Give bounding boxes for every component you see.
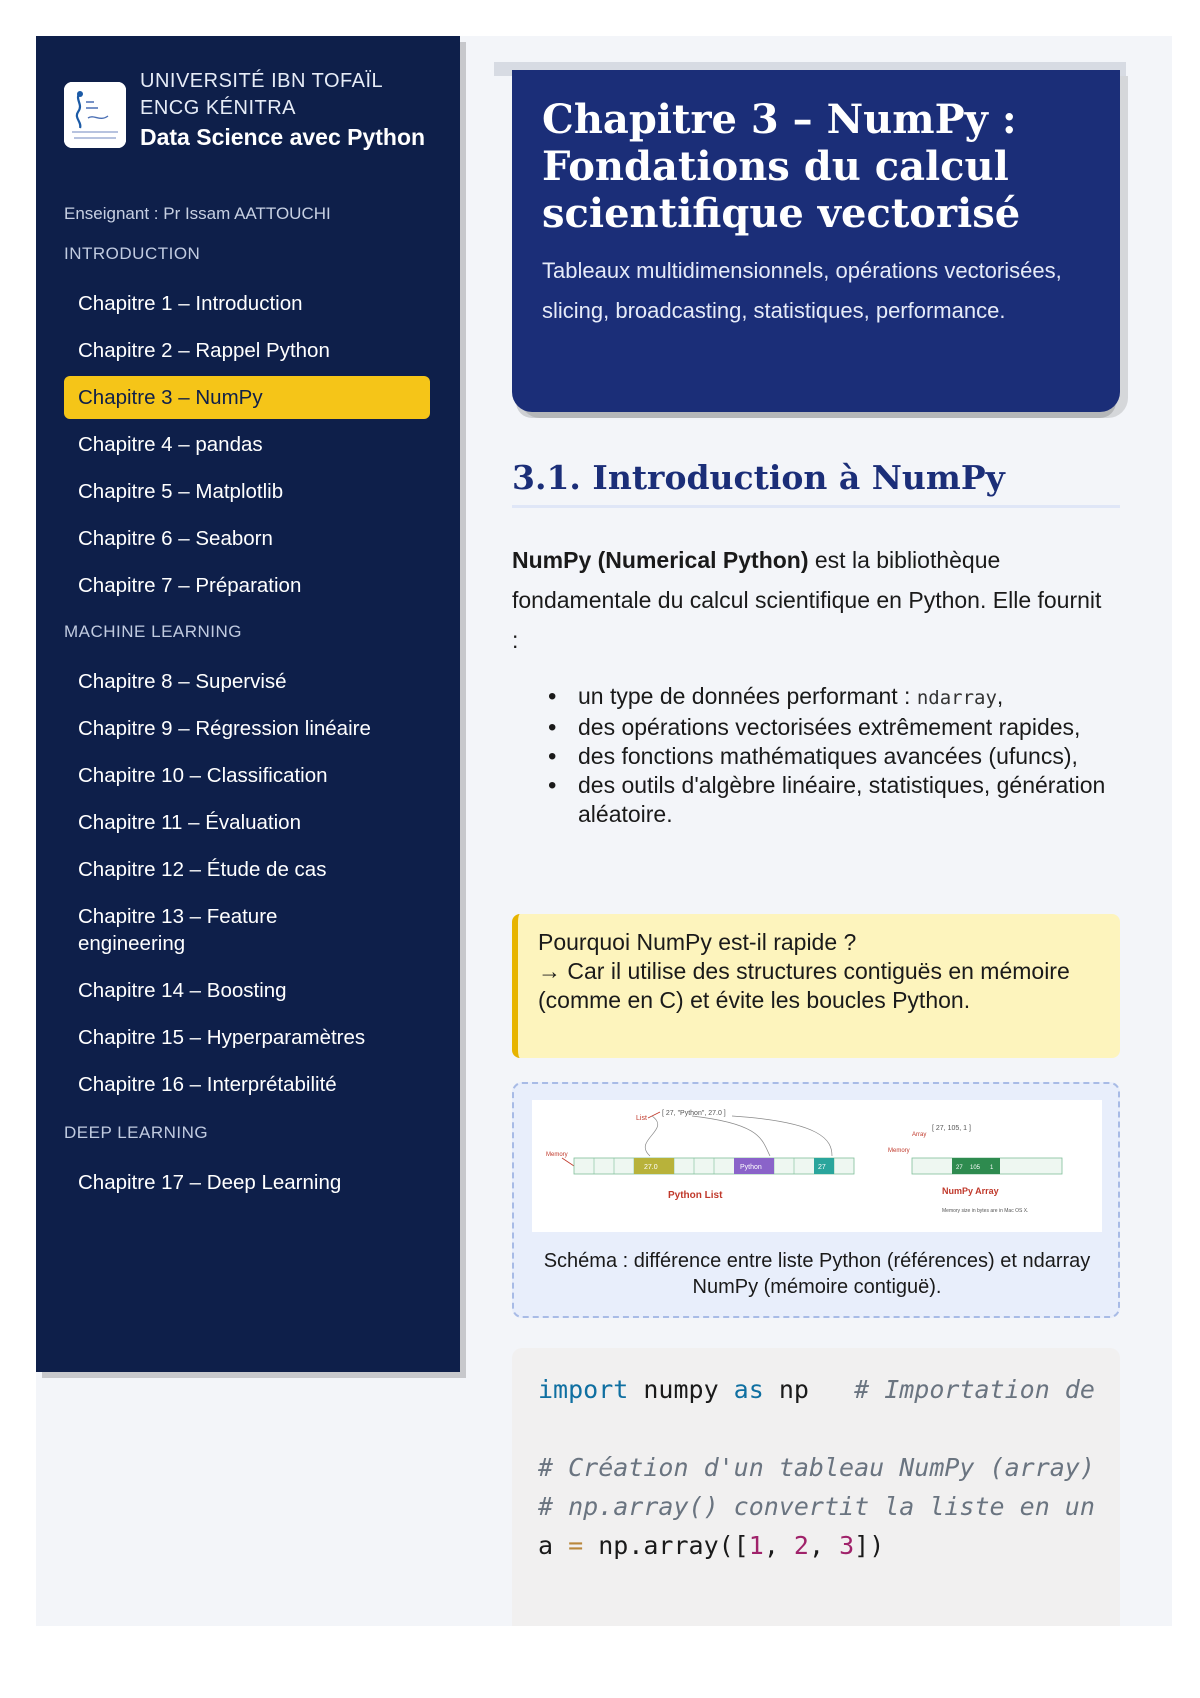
- sidebar-item-chapitre-5[interactable]: Chapitre 5 – Matplotlib: [78, 480, 284, 503]
- array-cell-b: 105: [970, 1165, 981, 1171]
- list-item-text: un type de données performant :: [578, 683, 917, 709]
- chapter-subtitle: Tableaux multidimensionnels, opérations vectorisées, slicing, broadcasting, statistiques, performance.: [542, 258, 1062, 323]
- code-comment: # Importation de: [854, 1375, 1095, 1404]
- figure-caption: Schéma : différence entre liste Python (références) et ndarray NumPy (mémoire contiguë).: [543, 1250, 1091, 1298]
- brand: [64, 68, 444, 178]
- code-module: numpy: [628, 1375, 734, 1404]
- memory-diagram-figure: [512, 1082, 1120, 1318]
- code-var: a: [538, 1531, 569, 1560]
- code-call: np.array([: [583, 1531, 749, 1560]
- university-name: UNIVERSITÉ IBN TOFAÏL: [140, 70, 384, 92]
- callout-note: [512, 914, 1120, 1058]
- sidebar-item-chapitre-8[interactable]: Chapitre 8 – Supervisé: [78, 670, 287, 693]
- code-operator: =: [568, 1531, 584, 1560]
- array-values: [ 27, 105, 1 ]: [932, 1125, 971, 1132]
- array-label: Array: [912, 1132, 927, 1138]
- figure-footnote: Memory size in bytes are in Mac OS X.: [942, 1208, 1029, 1214]
- sidebar: [36, 36, 460, 1372]
- sidebar-item-chapitre-13[interactable]: Chapitre 13 – Feature engineering: [78, 905, 278, 955]
- chapter-title: Chapitre 3 – NumPy : Fondations du calcul scientifique vectorisé: [542, 96, 1021, 237]
- numpy-array-caption: NumPy Array: [942, 1186, 999, 1196]
- cell-float: 27.0: [644, 1164, 658, 1171]
- sidebar-item-chapitre-17[interactable]: Chapitre 17 – Deep Learning: [78, 1171, 342, 1194]
- code-comment: # np.array() convertit la liste en un: [538, 1492, 1095, 1521]
- list-label: List: [636, 1115, 647, 1122]
- code-alias: np: [763, 1375, 809, 1404]
- array-cell-a: 27: [956, 1165, 963, 1171]
- feature-list: [548, 682, 1108, 829]
- code-close: ]): [854, 1531, 885, 1560]
- cell-int: 27: [818, 1164, 826, 1171]
- code-keyword-as: as: [733, 1375, 764, 1404]
- intro-bold: NumPy (Numerical Python): [512, 547, 809, 573]
- sidebar-item-chapitre-9[interactable]: Chapitre 9 – Régression linéaire: [78, 717, 371, 740]
- cell-string: Python: [740, 1164, 762, 1171]
- code-number: 1: [748, 1531, 764, 1560]
- sidebar-item-chapitre-10[interactable]: Chapitre 10 – Classification: [78, 764, 328, 787]
- sidebar-item-chapitre-3-active[interactable]: Chapitre 3 – NumPy: [64, 376, 430, 419]
- memory-label: Memory: [546, 1152, 568, 1158]
- note-question: Pourquoi NumPy est-il rapide ?: [538, 929, 857, 955]
- sidebar-item-chapitre-7[interactable]: Chapitre 7 – Préparation: [78, 574, 302, 597]
- sidebar-item-chapitre-11[interactable]: Chapitre 11 – Évaluation: [78, 811, 301, 834]
- sidebar-item-chapitre-12[interactable]: Chapitre 12 – Étude de cas: [78, 858, 327, 881]
- memory-diagram: [532, 1100, 1102, 1232]
- list-item: [548, 682, 1108, 713]
- sidebar-item-chapitre-1[interactable]: Chapitre 1 – Introduction: [78, 292, 303, 315]
- sidebar-section-deep-learning: DEEP LEARNING: [64, 1123, 209, 1142]
- code-number: 3: [839, 1531, 855, 1560]
- code-number: 2: [793, 1531, 809, 1560]
- sidebar-item-chapitre-2[interactable]: Chapitre 2 – Rappel Python: [78, 339, 330, 362]
- intro-paragraph: [512, 540, 1112, 660]
- list-item: • des opérations vectorisées extrêmement rapides,: [548, 713, 1108, 742]
- sidebar-item-chapitre-16[interactable]: Chapitre 16 – Interprétabilité: [78, 1073, 337, 1096]
- list-values: [ 27, "Python", 27.0 ]: [662, 1110, 726, 1117]
- intro-text: est la bibliothèque fondamentale du calcul scientifique en Python. Elle fournit :: [512, 547, 1102, 653]
- university-logo: [64, 82, 126, 148]
- chapter-banner: [512, 70, 1120, 412]
- memory-label-2: Memory: [888, 1148, 910, 1154]
- course-title: Data Science avec Python: [140, 124, 426, 150]
- sidebar-item-chapitre-6[interactable]: Chapitre 6 – Seaborn: [78, 527, 273, 550]
- python-list-caption: Python List: [668, 1190, 723, 1201]
- teacher-label: Enseignant : Pr Issam AATTOUCHI: [64, 204, 331, 223]
- array-cell-c: 1: [990, 1165, 994, 1171]
- code-block: import numpy as np # Importation de # Création d'un tableau NumPy (array) # np.array() convertit la liste en un a = np.array([1, 2, 3]): [512, 1348, 1120, 1626]
- code-comment: # Création d'un tableau NumPy (array): [538, 1453, 1095, 1482]
- list-item: • des fonctions mathématiques avancées (ufuncs),: [548, 742, 1108, 771]
- section-title: 3.1. Introduction à NumPy: [512, 458, 1120, 508]
- code-keyword-import: import: [538, 1375, 629, 1404]
- school-name: ENCG KÉNITRA: [140, 97, 297, 119]
- inline-code: ndarray: [916, 687, 997, 709]
- sidebar-item-chapitre-14[interactable]: Chapitre 14 – Boosting: [78, 979, 287, 1002]
- list-item: • des outils d'algèbre linéaire, statistiques, génération aléatoire.: [548, 771, 1108, 829]
- brand-text: [140, 68, 440, 152]
- note-answer: → Car il utilise des structures contiguës en mémoire (comme en C) et évite les boucles Python.: [538, 958, 1070, 1013]
- sidebar-section-introduction: INTRODUCTION: [64, 244, 201, 263]
- list-item-suffix: ,: [996, 683, 1004, 709]
- sidebar-item-chapitre-4[interactable]: Chapitre 4 – pandas: [78, 433, 263, 456]
- sidebar-item-chapitre-15[interactable]: Chapitre 15 – Hyperparamètres: [78, 1026, 366, 1049]
- sidebar-section-machine-learning: MACHINE LEARNING: [64, 622, 243, 641]
